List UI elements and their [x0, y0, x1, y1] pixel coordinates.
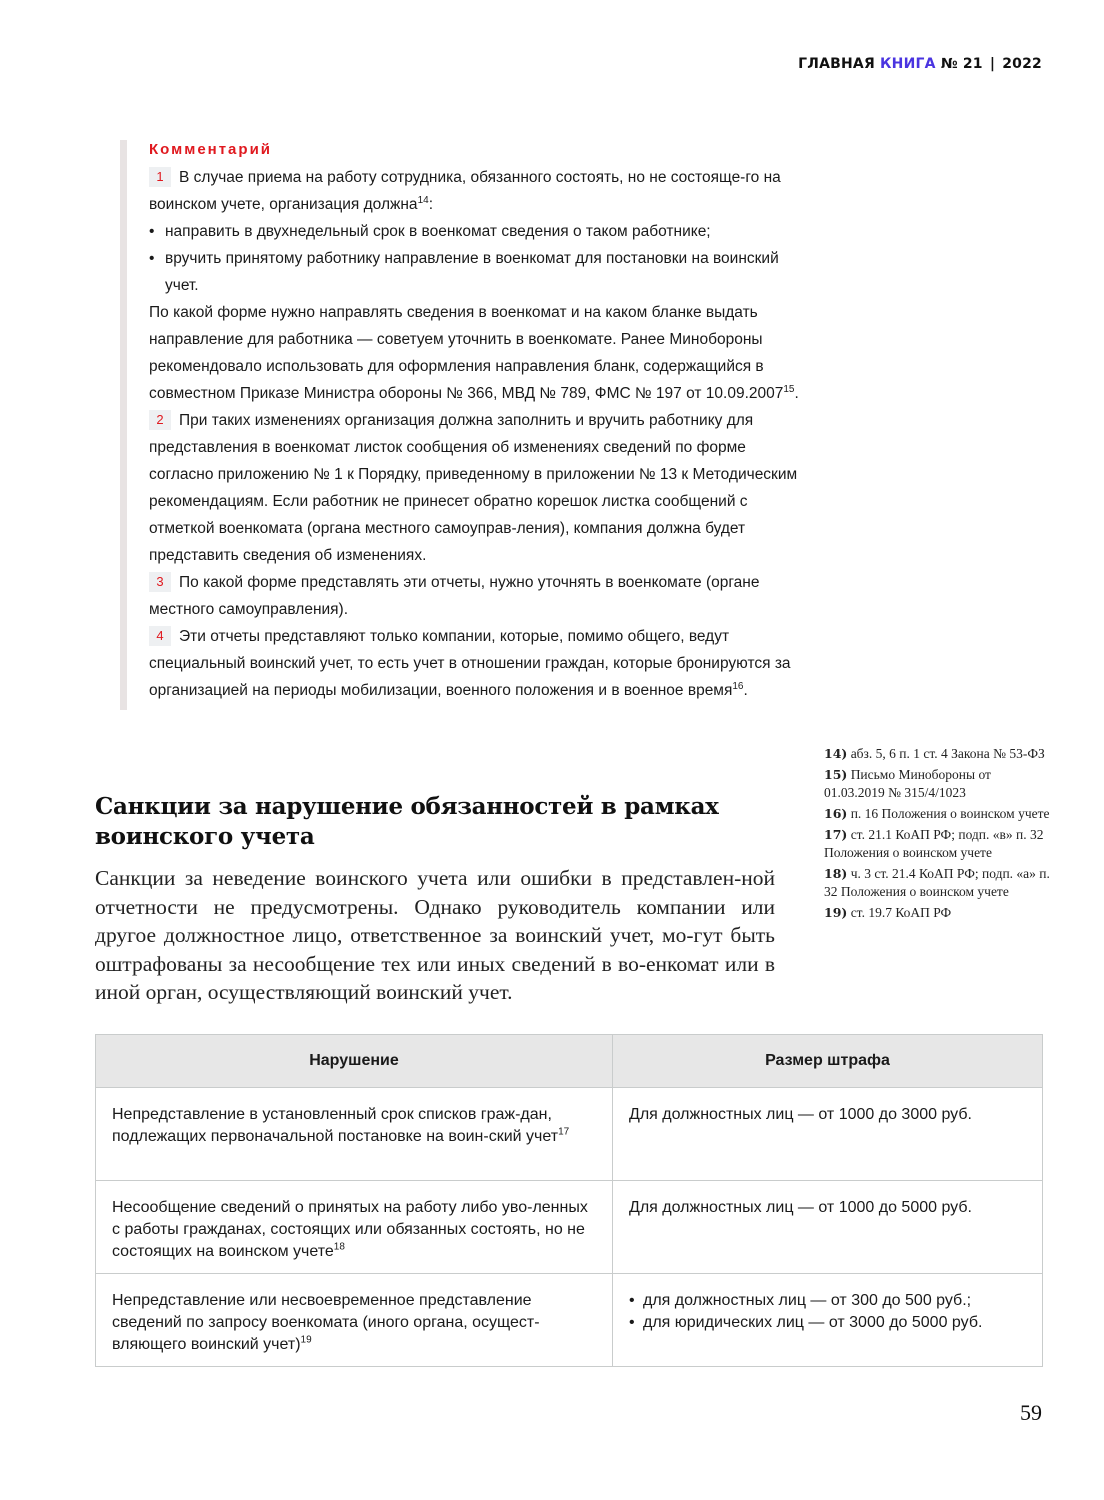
footnote-14 — [824, 745, 1054, 763]
item-number-badge: 4 — [149, 626, 171, 646]
table-row — [96, 1088, 1043, 1181]
footnote-number: 14) — [824, 746, 848, 761]
item-number-badge: 2 — [149, 410, 171, 430]
footnote-text: п. 16 Положения о воинском учете — [850, 806, 1050, 821]
comment-item-2 — [149, 407, 809, 569]
comment-item-1 — [149, 164, 809, 218]
comment-item-text: В случае приема на работу сотрудника, обязанного состоять, но не состояще-го на воинском учете, организация должна — [149, 169, 781, 213]
footnote-number: 16) — [824, 806, 848, 821]
footnote-number: 17) — [824, 827, 848, 842]
comment-box — [120, 140, 809, 710]
section-body: Санкции за неведение воинского учета или ошибки в представлен-ной отчетности не предусмотрены. Однако руководитель компании или другое должностное лицо, ответственное за воинский учет, мо-гут быть оштрафованы за несообщение тех или иных сведений в во-енкомат или в иной орган, осуществляющий воинский учет. — [95, 866, 775, 1004]
fine-item: • для должностных лиц — от 300 до 500 руб.; — [629, 1290, 1026, 1312]
table-header-row — [96, 1035, 1043, 1088]
fines-table — [95, 1034, 1043, 1367]
comment-title: Комментарий — [149, 141, 273, 158]
fine-cell: Для должностных лиц — от 1000 до 5000 руб. — [613, 1181, 1043, 1274]
footnote-text: ч. 3 ст. 21.4 КоАП РФ; подп. «а» п. 32 Положения о воинском учете — [824, 866, 1050, 899]
table-row — [96, 1274, 1043, 1367]
comment-item-4 — [149, 623, 809, 704]
fine-cell — [613, 1274, 1043, 1367]
fine-cell: Для должностных лиц — от 1000 до 3000 руб. — [613, 1088, 1043, 1181]
page-number: 59 — [1020, 1400, 1042, 1425]
footnote-text: ст. 19.7 КоАП РФ — [850, 905, 952, 920]
violation-cell — [96, 1181, 613, 1274]
footnote-ref[interactable]: 15 — [783, 383, 795, 395]
violation-text: Непредставление или несвоевременное представление сведений по запросу военкомата (иного органа, осущест-вляющего воинский учет) — [112, 1292, 540, 1353]
bullet-item: • вручить принятому работнику направление в военкомат для постановки на воинский учет. — [149, 245, 809, 299]
footnote-17 — [824, 826, 1054, 862]
footnote-16 — [824, 805, 1054, 823]
violation-text: Непредставление в установленный срок списков граж-дан, подлежащих первоначальной постановке на воин-ский учет — [112, 1106, 559, 1145]
punctuation: : — [428, 196, 433, 213]
fine-item: • для юридических лиц — от 3000 до 5000 руб. — [629, 1312, 1026, 1334]
section-heading: Санкции за нарушение обязанностей в рамках воинского учета — [95, 793, 719, 850]
footnote-number: 15) — [824, 767, 848, 782]
footnote-ref[interactable]: 19 — [300, 1334, 312, 1346]
footnote-text: Письмо Минобороны от 01.03.2019 № 315/4/1023 — [824, 767, 991, 800]
footnote-ref[interactable]: 18 — [333, 1241, 345, 1253]
comment-item-1-extra — [149, 299, 809, 407]
column-header-fine: Размер штрафа — [613, 1035, 1043, 1088]
footnote-number: 19) — [824, 905, 848, 920]
table-row — [96, 1181, 1043, 1274]
footnote-ref[interactable]: 14 — [417, 194, 429, 206]
comment-item-text: При таких изменениях организация должна заполнить и вручить работнику для представления в военкомат листок сообщения об изменениях сведений по форме согласно приложению № 1 к Порядку, приведенному в приложении № 13 к Методическим рекомендациям. Если работник не принесет обратно корешок листка сообщений с отметкой военкомата (органа местного самоуправ-ления), компания должна будет представить сведения об изменениях. — [149, 412, 798, 564]
item-number-badge: 3 — [149, 572, 171, 592]
footnote-19 — [824, 904, 1054, 922]
bullet-item: • направить в двухнедельный срок в военкомат сведения о таком работнике; — [149, 218, 809, 245]
brand-main: ГЛАВНАЯ — [798, 56, 875, 72]
violation-text: Несообщение сведений о принятых на работу либо уво-ленных с работы гражданах, состоящих или обязанных состоять, но не состоящих на воинском учете — [112, 1199, 588, 1260]
column-header-violation: Нарушение — [96, 1035, 613, 1088]
violation-cell — [96, 1088, 613, 1181]
footnote-18 — [824, 865, 1054, 901]
punctuation: . — [743, 682, 748, 699]
comment-extra-text: По какой форме нужно направлять сведения в военкомат и на каком бланке выдать направление для работника — советуем уточнить в военкомате. Ранее Минобороны рекомендовало использовать для оформления направления бланк, содержащийся в совместном Приказе Министра обороны № 366, МВД № 789, ФМС № 197 от 10.09.2007 — [149, 304, 784, 402]
footnote-ref[interactable]: 17 — [558, 1126, 570, 1138]
footnote-text: ст. 21.1 КоАП РФ; подп. «в» п. 32 Положения о воинском учете — [824, 827, 1044, 860]
brand-accent: КНИГА — [880, 56, 936, 72]
issue-number: № 21 — [940, 56, 983, 72]
fine-list — [629, 1290, 1026, 1334]
punctuation: . — [794, 385, 799, 402]
sidenotes — [824, 745, 1054, 925]
issue-year: 2022 — [1002, 56, 1042, 72]
running-header — [798, 56, 1042, 72]
footnote-number: 18) — [824, 866, 848, 881]
item-number-badge: 1 — [149, 167, 171, 187]
comment-item-text: По какой форме представлять эти отчеты, нужно уточнять в военкомате (органе местного самоуправления). — [149, 574, 760, 618]
comment-item-3 — [149, 569, 809, 623]
footnote-15 — [824, 766, 1054, 802]
header-separator: | — [989, 56, 996, 72]
footnote-text: абз. 5, 6 п. 1 ст. 4 Закона № 53-ФЗ — [850, 746, 1045, 761]
violation-cell — [96, 1274, 613, 1367]
comment-bullet-list — [149, 218, 809, 299]
comment-item-text: Эти отчеты представляют только компании, которые, помимо общего, ведут специальный воинский учет, то есть учет в отношении граждан, которые бронируются за организацией на периоды мобилизации, военного положения и в военное время — [149, 628, 791, 699]
footnote-ref[interactable]: 16 — [732, 680, 744, 692]
